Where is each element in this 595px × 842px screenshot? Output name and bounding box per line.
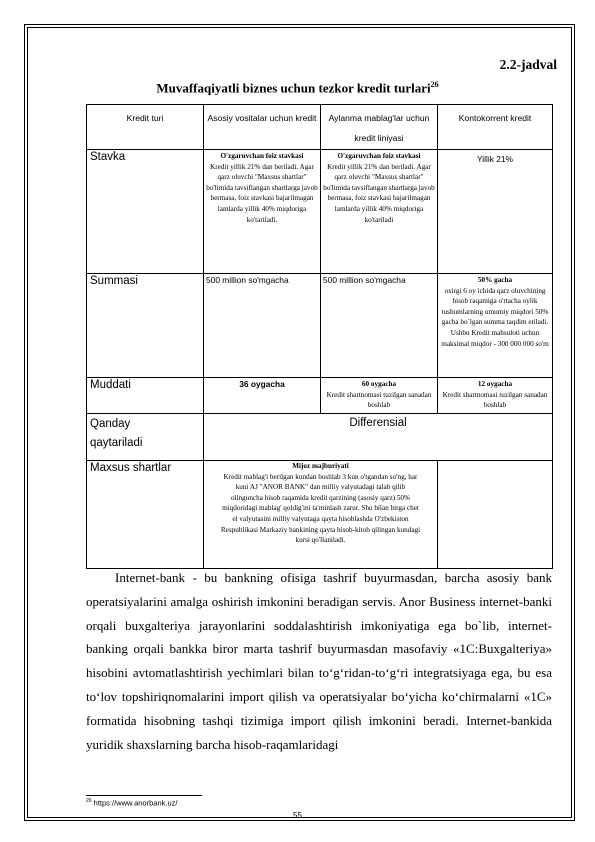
table-cell [438,274,553,378]
table-cell [321,378,438,414]
table-row-maxsus [87,461,553,569]
table-cell: 500 million so'mgacha [204,274,321,378]
footnote-divider [86,795,202,796]
page-number: 55 [293,811,302,820]
cell-heading: 12 oygacha [477,380,513,388]
credit-types-table [86,104,553,569]
table-cell-empty [438,461,553,569]
table-row-qaytarish [87,414,553,461]
column-header: Kredit turi [87,105,204,150]
table-title: Muvaffaqiyatli biznes uchun tezkor kredit turlari$^{26}$ [156,80,439,96]
table-header-row [87,105,553,150]
row-label: Maxsus shartlar [87,461,204,569]
table-row-stavka [87,150,553,274]
cell-text: Kredit mablag'i berilgan kundan boshlab 3 kun o'tgandan so'ng, har kuni AJ "ANOR BANK" dan milliy valyutadagi talab qilib olinguncha hisob raqamida kredit qarzining (asosiy qarz) 50% miqdoridagi mablag' qoldig'ini ta'minlash zarur. Shu bilan birga chet el valyutasini milliy valyutaga qayta hisoblashda O'zbekiston Respublikasi Markaziy bankining qayta hisob-kitob qilingan kundagi kursi qo'llaniladi. [220,472,421,545]
table-cell [438,378,553,414]
table-cell: 500 million so'mgacha [321,274,438,378]
table-cell: 36 oygacha [204,378,321,414]
footnote-link[interactable]: https://www.anorbank.uz/ [93,798,178,808]
column-header: Asosiy vositalar uchun kredit [204,105,321,150]
column-header: Kontokorrent kredit [438,105,553,150]
cell-text: Kredit shartnomasi tuzilgan sanadan boshlab [326,390,432,410]
cell-text: oxirgi 6 oy ichida qarz oluvchining hisob raqamiga o'rtacha oylik tushumlarning umumiy miqdori 50% gacha bo`lgan summa taqdim etiladi. Ushbu Kredit mahsuloti uchun maksimal miqdor - 300 000 000 so'm [441,286,549,348]
cell-text: Kredit yillik 21% dan beriladi. Agar qarz oluvchi "Maxsus shartlar" bo'limida tavsiflangan shartlarga javob bermasa, foiz stavkasi bajarilmagan lamlarda yillik 40% miqdoriga ko'tariladi. [206,162,318,224]
row-label: Stavka [87,150,204,274]
cell-text: Kredit yillik 21% dan beriladi. Agar qarz oluvchi "Maxsus shartlar" bo'limida tavsiflangan shartlarga javob bermasa, foiz stavkasi bajarilmagan lamlarda yillik 40% miqdoriga ko'tariladi [323,162,435,224]
column-header: Aylanma mablag'lar uchun kredit liniyasi [321,105,438,150]
cell-heading: 50% gacha [477,276,513,284]
table-row-muddati [87,378,553,414]
row-label: Summasi [87,274,204,378]
table-cell: Differensial [204,414,553,461]
table-cell: Yillik 21% [438,150,553,274]
table-cell [321,150,438,274]
row-label: Muddati [87,378,204,414]
table-label: 2.2-jadval [499,57,557,72]
cell-heading: O'zgaruvchan foiz stavkasi [337,152,421,160]
title-footnote-ref: 26 [430,80,439,89]
table-cell [204,150,321,274]
cell-heading: Mijoz majburiyati [292,462,349,470]
table-row-summasi [87,274,553,378]
cell-heading: O'zgaruvchan foiz stavkasi [220,152,304,160]
cell-text: Kredit shartnomasi tuzilgan sanadan boshlab [442,390,548,410]
footnote: $^{26}$ https://www.anorbank.uz/ [86,798,178,808]
table-cell [204,461,438,569]
body-paragraph: Internet-bank - bu bankning ofisiga tashrif buyurmasdan, barcha asosiy bank operatsiyalarini amalga oshirish imkonini beradigan servis. Anor Business internet-banki orqali buxgalteriya jarayonlarini soddalashtirish imkoniyatiga ega bo`lib, internet-banking orqali bankka biror marta tashrif buyurmasdan masofaviy «1C:Buxgalteriya» hisobini avtomatlashtirish yechimlari bilan to‘g‘ridan-to‘g‘ri integratsiyaga ega, bu esa to‘lov topshiriqnomalarini import qilish va operatsiyalar bo‘yicha ko‘chirmalarni «1C» formatida hisobning tashqi tizimiga import qilish imkonini beradi. Internet-bankida yuridik shaxslarning barcha hisob-raqamlaridagi [86,570,552,752]
row-label: Qanday qaytariladi [87,414,204,461]
cell-heading: 60 oygacha [361,380,397,388]
